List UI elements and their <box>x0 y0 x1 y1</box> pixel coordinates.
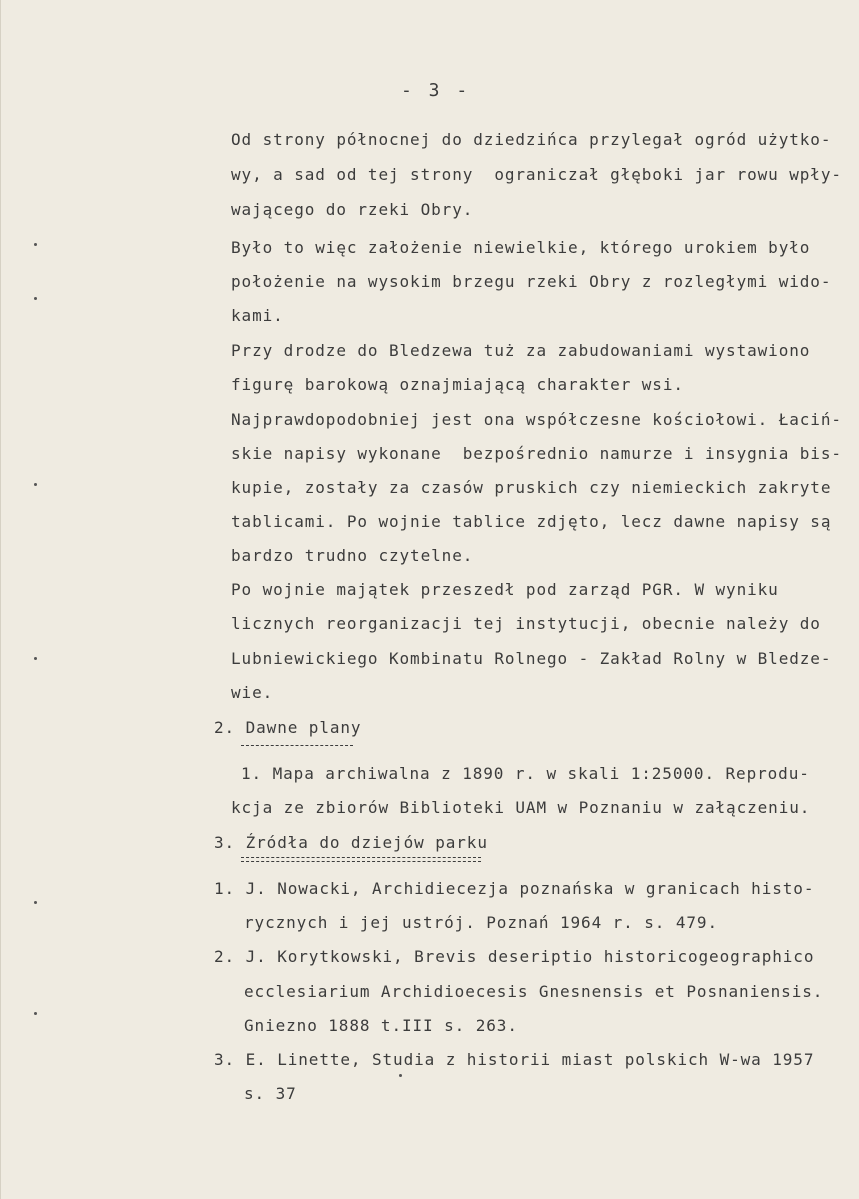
text-line: Było to więc założenie niewielkie, którego urokiem było <box>231 238 811 257</box>
text-line: Gniezno 1888 t.III s. 263. <box>244 1016 518 1035</box>
text-line: skie napisy wykonane bezpośrednio namurze i insygnia bis- <box>231 444 842 463</box>
margin-speck <box>34 243 37 246</box>
margin-speck <box>34 657 37 660</box>
text-line: położenie na wysokim brzegu rzeki Obry z rozległymi wido- <box>231 272 832 291</box>
text-line: 1. J. Nowacki, Archidiecezja poznańska w granicach histo- <box>214 879 815 898</box>
heading-underline <box>241 861 481 862</box>
text-line: Od strony północnej do dziedzińca przylegał ogród użytko- <box>231 130 832 149</box>
text-line: 3. E. Linette, Studia z historii miast polskich W-wa 1957 <box>214 1050 815 1069</box>
text-line: Przy drodze do Bledzewa tuż za zabudowaniami wystawiono <box>231 341 811 360</box>
margin-speck <box>399 1074 402 1077</box>
margin-speck <box>34 1012 37 1015</box>
page-number: - 3 - <box>401 80 471 101</box>
text-line: licznych reorganizacji tej instytucji, obecnie należy do <box>231 614 821 633</box>
heading-underline <box>241 745 353 746</box>
margin-speck <box>34 901 37 904</box>
margin-speck <box>34 297 37 300</box>
text-line: figurę barokową oznajmiającą charakter wsi. <box>231 375 684 394</box>
text-line: Lubniewickiego Kombinatu Rolnego - Zakład Rolny w Bledze- <box>231 649 832 668</box>
text-line: kcja ze zbiorów Biblioteki UAM w Poznaniu w załączeniu. <box>231 798 811 817</box>
text-line: 2. J. Korytkowski, Brevis deseriptio historicogeographico <box>214 947 815 966</box>
text-line: tablicami. Po wojnie tablice zdjęto, lecz dawne napisy są <box>231 512 832 531</box>
margin-speck <box>34 483 37 486</box>
section-heading: 2. Dawne plany <box>214 718 362 737</box>
section-heading: 3. Źródła do dziejów parku <box>214 833 488 852</box>
text-line: wy, a sad od tej strony ograniczał głęboki jar rowu wpły- <box>231 165 842 184</box>
heading-underline <box>241 857 481 858</box>
text-line: 1. Mapa archiwalna z 1890 r. w skali 1:25000. Reprodu- <box>241 764 810 783</box>
text-line: rycznych i jej ustrój. Poznań 1964 r. s. 479. <box>244 913 718 932</box>
text-line: s. 37 <box>244 1084 297 1103</box>
text-line: kami. <box>231 306 284 325</box>
text-line: Po wojnie majątek przeszedł pod zarząd PGR. W wyniku <box>231 580 779 599</box>
text-line: kupie, zostały za czasów pruskich czy niemieckich zakryte <box>231 478 832 497</box>
text-line: wie. <box>231 683 274 702</box>
text-line: Najprawdopodobniej jest ona współczesne kościołowi. Łaciń- <box>231 410 842 429</box>
text-line: wającego do rzeki Obry. <box>231 200 474 219</box>
text-line: bardzo trudno czytelne. <box>231 546 474 565</box>
text-line: ecclesiarium Archidioecesis Gnesnensis et Posnaniensis. <box>244 982 824 1001</box>
